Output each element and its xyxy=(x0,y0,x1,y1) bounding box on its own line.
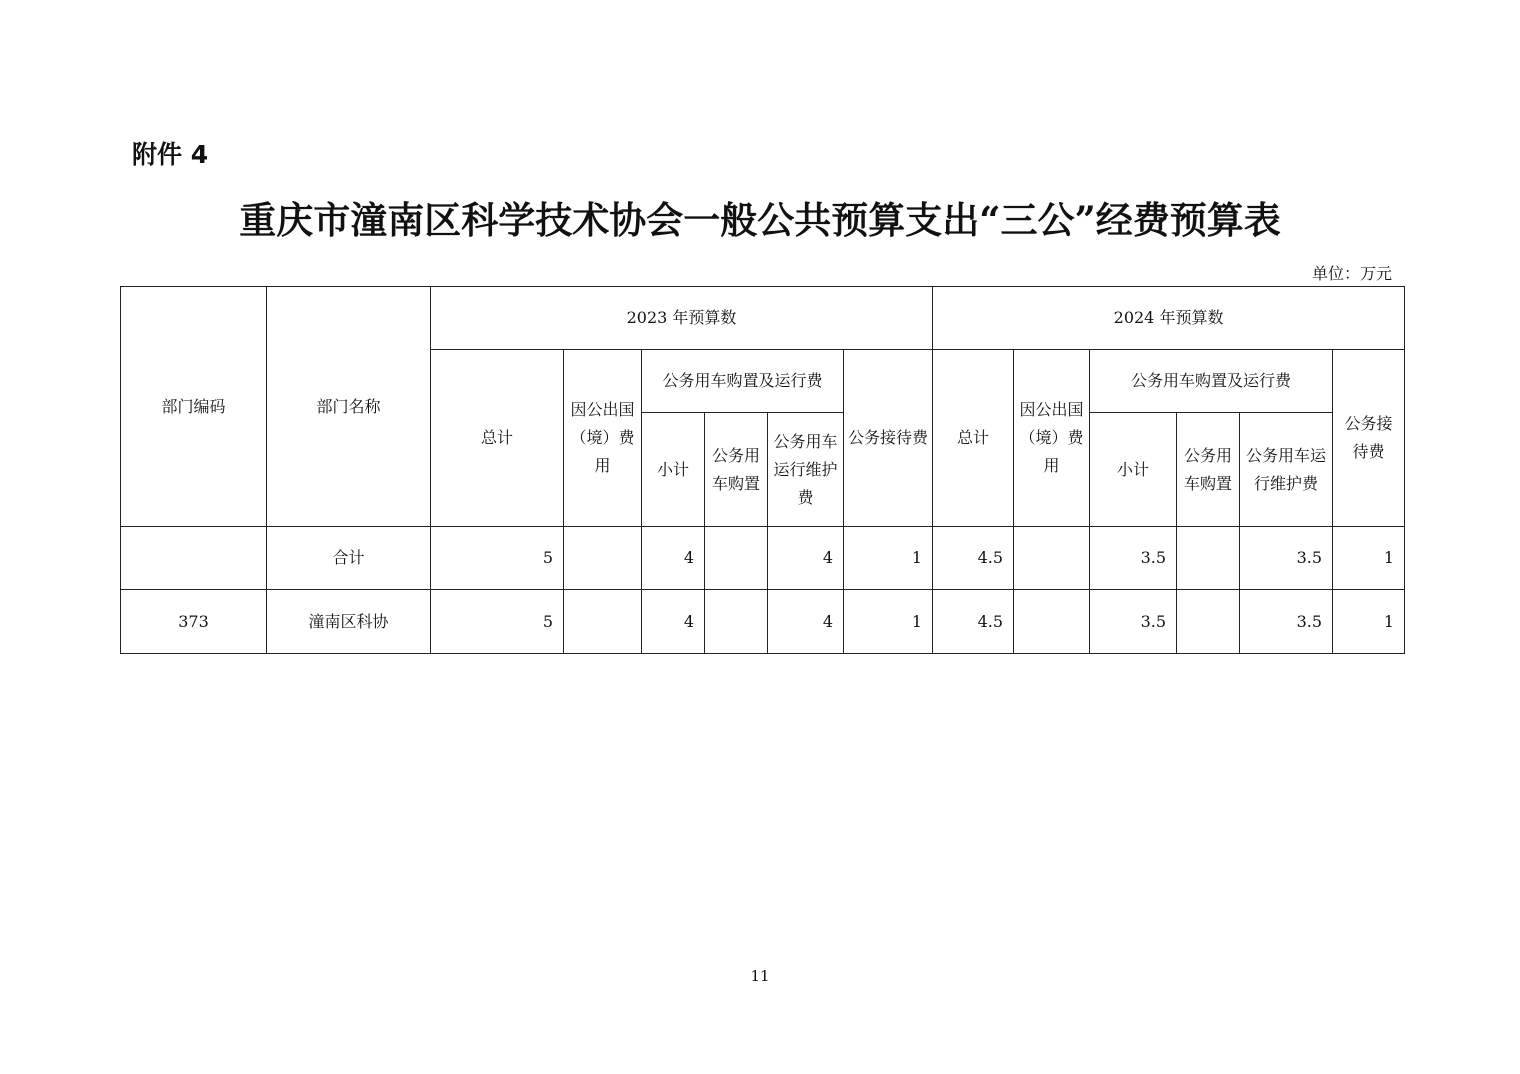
header-vehicle-run-2023: 公务用车运行维护费 xyxy=(768,413,844,527)
cell-run-2023: 4 xyxy=(768,590,844,654)
cell-subtotal-2023: 4 xyxy=(642,590,705,654)
cell-dept-code: 373 xyxy=(121,590,267,654)
cell-dept-name: 合计 xyxy=(267,527,431,590)
header-abroad-2024: 因公出国（境）费用 xyxy=(1014,350,1090,527)
cell-total-2023: 5 xyxy=(431,527,564,590)
cell-abroad-2024 xyxy=(1014,590,1090,654)
budget-table xyxy=(120,286,1405,654)
header-vehicle-purchase-2023: 公务用车购置 xyxy=(705,413,768,527)
table-row xyxy=(121,527,1405,590)
header-dept-code: 部门编码 xyxy=(121,287,267,527)
cell-purchase-2024 xyxy=(1177,590,1240,654)
cell-purchase-2023 xyxy=(705,590,768,654)
cell-total-2024: 4.5 xyxy=(933,527,1014,590)
header-total-2023: 总计 xyxy=(431,350,564,527)
cell-subtotal-2024: 3.5 xyxy=(1090,527,1177,590)
cell-run-2024: 3.5 xyxy=(1240,527,1333,590)
page-number: 11 xyxy=(750,967,770,985)
header-year-2023: 2023 年预算数 xyxy=(431,287,933,350)
cell-total-2023: 5 xyxy=(431,590,564,654)
cell-purchase-2024 xyxy=(1177,527,1240,590)
cell-reception-2024: 1 xyxy=(1333,527,1405,590)
header-total-2024: 总计 xyxy=(933,350,1014,527)
cell-purchase-2023 xyxy=(705,527,768,590)
page-title: 重庆市潼南区科学技术协会一般公共预算支出“三公”经费预算表 xyxy=(239,198,1281,242)
attachment-label: 附件 4 xyxy=(132,140,209,169)
table-row xyxy=(121,590,1405,654)
header-subtotal-2024: 小计 xyxy=(1090,413,1177,527)
cell-reception-2023: 1 xyxy=(844,590,933,654)
header-abroad-2023: 因公出国（境）费用 xyxy=(564,350,642,527)
cell-abroad-2023 xyxy=(564,527,642,590)
header-subtotal-2023: 小计 xyxy=(642,413,705,527)
header-vehicle-group-2023: 公务用车购置及运行费 xyxy=(642,350,844,413)
header-reception-2024: 公务接待费 xyxy=(1333,350,1405,527)
cell-run-2023: 4 xyxy=(768,527,844,590)
cell-dept-name: 潼南区科协 xyxy=(267,590,431,654)
header-reception-2023: 公务接待费 xyxy=(844,350,933,527)
header-vehicle-purchase-2024: 公务用车购置 xyxy=(1177,413,1240,527)
cell-run-2024: 3.5 xyxy=(1240,590,1333,654)
header-year-2024: 2024 年预算数 xyxy=(933,287,1405,350)
header-dept-name: 部门名称 xyxy=(267,287,431,527)
cell-subtotal-2024: 3.5 xyxy=(1090,590,1177,654)
cell-reception-2023: 1 xyxy=(844,527,933,590)
header-vehicle-run-2024: 公务用车运行维护费 xyxy=(1240,413,1333,527)
cell-abroad-2024 xyxy=(1014,527,1090,590)
cell-abroad-2023 xyxy=(564,590,642,654)
cell-dept-code xyxy=(121,527,267,590)
cell-total-2024: 4.5 xyxy=(933,590,1014,654)
cell-subtotal-2023: 4 xyxy=(642,527,705,590)
header-vehicle-group-2024: 公务用车购置及运行费 xyxy=(1090,350,1333,413)
cell-reception-2024: 1 xyxy=(1333,590,1405,654)
unit-label: 单位：万元 xyxy=(1311,264,1392,283)
